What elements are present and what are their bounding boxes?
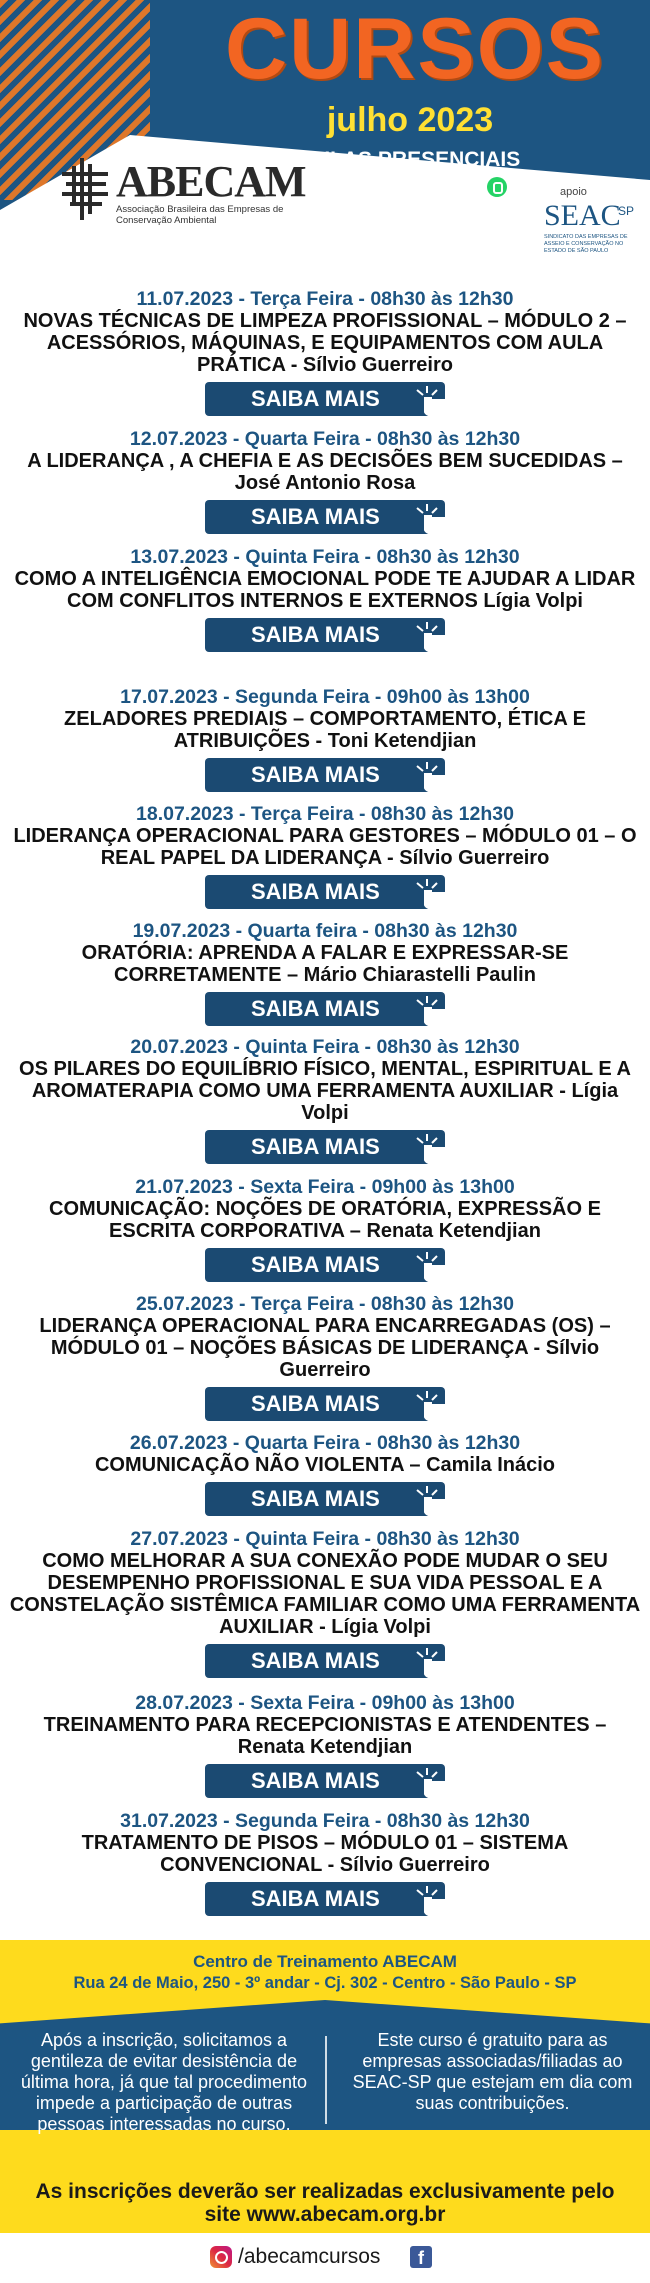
- course-date: 11.07.2023 - Terça Feira - 08h30 às 12h30: [136, 288, 514, 310]
- course-title: TRATAMENTO DE PISOS – MÓDULO 01 – SISTEMA CONVENCIONAL - Sílvio Guerreiro: [81, 1832, 569, 1876]
- saiba-mais-label: SAIBA MAIS: [251, 879, 380, 904]
- course-item: [0, 686, 650, 792]
- course-item: [0, 1692, 650, 1798]
- pointer-hand-icon: [411, 994, 455, 1028]
- course-item: [0, 1432, 650, 1516]
- course-item: [0, 288, 650, 416]
- pointer-hand-icon: [411, 1484, 455, 1518]
- registration-notice: As inscrições deverão ser realizadas exclusivamente pelo site www.abecam.org.br: [35, 2180, 615, 2226]
- course-item: [0, 1036, 650, 1164]
- abecam-logo-name: ABECAM: [116, 157, 306, 206]
- course-item: [0, 546, 650, 652]
- pointer-hand-icon: [411, 1132, 455, 1166]
- free-course-notice: Este curso é gratuito para as empresas associadas/filiadas ao SEAC-SP que estejam em dia com suas contribuições.: [352, 2030, 633, 2113]
- page-title: CURSOS: [225, 1, 605, 97]
- course-title: LIDERANÇA OPERACIONAL PARA ENCARREGADAS (OS) – MÓDULO 01 – NOÇÕES BÁSICAS DE LIDERANÇA - Sílvio Guerreiro: [39, 1315, 611, 1381]
- saiba-mais-button[interactable]: [205, 1387, 445, 1421]
- whatsapp-icon: [487, 177, 507, 197]
- page-subtitle: julho 2023: [326, 101, 494, 139]
- saiba-mais-label: SAIBA MAIS: [251, 1486, 380, 1511]
- course-date: 19.07.2023 - Quarta feira - 08h30 às 12h30: [132, 920, 518, 942]
- course-title: ZELADORES PREDIAIS – COMPORTAMENTO, ÉTICA E ATRIBUIÇÕES - Toni Ketendjian: [64, 708, 586, 752]
- saiba-mais-label: SAIBA MAIS: [251, 504, 380, 529]
- course-title: OS PILARES DO EQUILÍBRIO FÍSICO, MENTAL, ESPIRITUAL E A AROMATERAPIA COMO UMA FERRAMENTA AUXILIAR - Lígia Volpi: [19, 1058, 631, 1124]
- abecam-mark-icon: [62, 158, 108, 220]
- training-center-address: Rua 24 de Maio, 250 - 3º andar - Cj. 302 - Centro - São Paulo - SP: [73, 1974, 577, 1992]
- saiba-mais-button[interactable]: [205, 758, 445, 792]
- seac-logo-subtitle: SINDICATO DAS EMPRESAS DE ASSEIO E CONSERVAÇÃO NO ESTADO DE SÃO PAULO: [544, 234, 628, 254]
- saiba-mais-label: SAIBA MAIS: [251, 1648, 380, 1673]
- course-title: COMUNICAÇÃO NÃO VIOLENTA – Camila Inácio: [94, 1454, 556, 1476]
- course-item: [0, 803, 650, 909]
- header-banner: [0, 0, 650, 255]
- phone-text: 11 94210-7392: [323, 174, 484, 201]
- course-title: NOVAS TÉCNICAS DE LIMPEZA PROFISSIONAL – MÓDULO 2 – ACESSÓRIOS, MÁQUINAS, E EQUIPAMENTOS COM AULA PRÁTICA - Sílvio Guerreiro: [23, 310, 627, 376]
- saiba-mais-button[interactable]: [205, 1482, 445, 1516]
- pointer-hand-icon: [411, 1646, 455, 1680]
- saiba-mais-button[interactable]: [205, 382, 445, 416]
- course-date: 28.07.2023 - Sexta Feira - 09h00 às 13h00: [135, 1692, 515, 1714]
- course-date: 12.07.2023 - Quarta Feira - 08h30 às 12h30: [129, 428, 521, 450]
- saiba-mais-button[interactable]: [205, 1248, 445, 1282]
- course-title: LIDERANÇA OPERACIONAL PARA GESTORES – MÓDULO 01 – O REAL PAPEL DA LIDERANÇA - Sílvio Guerreiro: [13, 825, 637, 869]
- saiba-mais-button[interactable]: [205, 1130, 445, 1164]
- seac-logo-sp: SP: [618, 204, 635, 218]
- saiba-mais-label: SAIBA MAIS: [251, 1134, 380, 1159]
- facebook-icon: f: [410, 2246, 432, 2268]
- aulas-label: AULAS PRESENCIAIS: [299, 148, 521, 171]
- saiba-mais-label: SAIBA MAIS: [251, 1252, 380, 1277]
- course-date: 26.07.2023 - Quarta Feira - 08h30 às 12h30: [129, 1432, 521, 1454]
- course-date: 27.07.2023 - Quinta Feira - 08h30 às 12h30: [130, 1528, 520, 1550]
- saiba-mais-button[interactable]: [205, 618, 445, 652]
- cancellation-notice: Após a inscrição, solicitamos a gentileza de evitar desistência de última hora, já que tal procedimento impede a participação de outras pessoas interessadas no curso.: [20, 2030, 308, 2134]
- saiba-mais-label: SAIBA MAIS: [251, 1886, 380, 1911]
- saiba-mais-label: SAIBA MAIS: [251, 996, 380, 1021]
- course-title: COMO MELHORAR A SUA CONEXÃO PODE MUDAR O SEU DESEMPENHO PROFISSIONAL E SUA VIDA PESSOAL E A CONSTELAÇÃO SISTÊMICA FAMILIAR COMO UMA FERRAMENTA AUXILIAR - Lígia Volpi: [9, 1550, 641, 1638]
- saiba-mais-button[interactable]: [205, 500, 445, 534]
- abecam-logo: [62, 157, 306, 228]
- saiba-mais-button[interactable]: [205, 875, 445, 909]
- course-item: [0, 428, 650, 534]
- saiba-mais-label: SAIBA MAIS: [251, 1391, 380, 1416]
- instagram-icon: [210, 2246, 232, 2268]
- pointer-hand-icon: [411, 1250, 455, 1284]
- course-item: [0, 1528, 650, 1678]
- saiba-mais-button[interactable]: [205, 1764, 445, 1798]
- footer-panel: [0, 1940, 650, 2283]
- pointer-hand-icon: [411, 384, 455, 418]
- pointer-hand-icon: [411, 1766, 455, 1800]
- course-item: [0, 1293, 650, 1421]
- apoio-label: apoio: [560, 186, 587, 198]
- saiba-mais-label: SAIBA MAIS: [251, 622, 380, 647]
- course-date: 21.07.2023 - Sexta Feira - 09h00 às 13h00: [135, 1176, 515, 1198]
- course-item: [0, 920, 650, 1026]
- saiba-mais-button[interactable]: [205, 1882, 445, 1916]
- seac-logo-name: SEAC: [544, 199, 621, 232]
- saiba-mais-label: SAIBA MAIS: [251, 762, 380, 787]
- pointer-hand-icon: [411, 620, 455, 654]
- social-handle[interactable]: [210, 2245, 450, 2271]
- pointer-hand-icon: [411, 760, 455, 794]
- saiba-mais-label: SAIBA MAIS: [251, 1768, 380, 1793]
- seac-logo: [540, 186, 640, 254]
- social-bar: [0, 2233, 650, 2283]
- training-center-title: Centro de Treinamento ABECAM: [193, 1952, 457, 1971]
- course-title: A LIDERANÇA , A CHEFIA E AS DECISÕES BEM SUCEDIDAS – José Antonio Rosa: [27, 450, 623, 494]
- course-title: COMUNICAÇÃO: NOÇÕES DE ORATÓRIA, EXPRESSÃO E ESCRITA CORPORATIVA – Renata Ketendjian: [49, 1198, 601, 1242]
- course-item: [0, 1176, 650, 1282]
- saiba-mais-button[interactable]: [205, 1644, 445, 1678]
- course-title: TREINAMENTO PARA RECEPCIONISTAS E ATENDENTES – Renata Ketendjian: [43, 1714, 607, 1758]
- pointer-hand-icon: [411, 1884, 455, 1918]
- course-title: ORATÓRIA: APRENDA A FALAR E EXPRESSAR-SE CORRETAMENTE – Mário Chiarastelli Paulin: [81, 942, 569, 986]
- course-date: 13.07.2023 - Quinta Feira - 08h30 às 12h30: [130, 546, 520, 568]
- saiba-mais-label: SAIBA MAIS: [251, 386, 380, 411]
- course-date: 31.07.2023 - Segunda Feira - 08h30 às 12h30: [120, 1810, 530, 1832]
- course-date: 17.07.2023 - Segunda Feira - 09h00 às 13h00: [120, 686, 530, 708]
- pointer-hand-icon: [411, 502, 455, 536]
- info-divider: [325, 2036, 327, 2124]
- pointer-hand-icon: [411, 877, 455, 911]
- saiba-mais-button[interactable]: [205, 992, 445, 1026]
- course-title: COMO A INTELIGÊNCIA EMOCIONAL PODE TE AJUDAR A LIDAR COM CONFLITOS INTERNOS E EXTERNOS Lígia Volpi: [14, 568, 636, 612]
- phone-number[interactable]: [290, 174, 540, 202]
- course-date: 18.07.2023 - Terça Feira - 08h30 às 12h30: [136, 803, 514, 825]
- abecam-logo-subtitle: Associação Brasileira das Empresas de Conservação Ambiental: [116, 204, 284, 226]
- course-item: [0, 1810, 650, 1916]
- course-date: 20.07.2023 - Quinta Feira - 08h30 às 12h30: [130, 1036, 520, 1058]
- course-date: 25.07.2023 - Terça Feira - 08h30 às 12h30: [136, 1293, 514, 1315]
- pointer-hand-icon: [411, 1389, 455, 1423]
- social-handle-text: /abecamcursos: [238, 2245, 381, 2268]
